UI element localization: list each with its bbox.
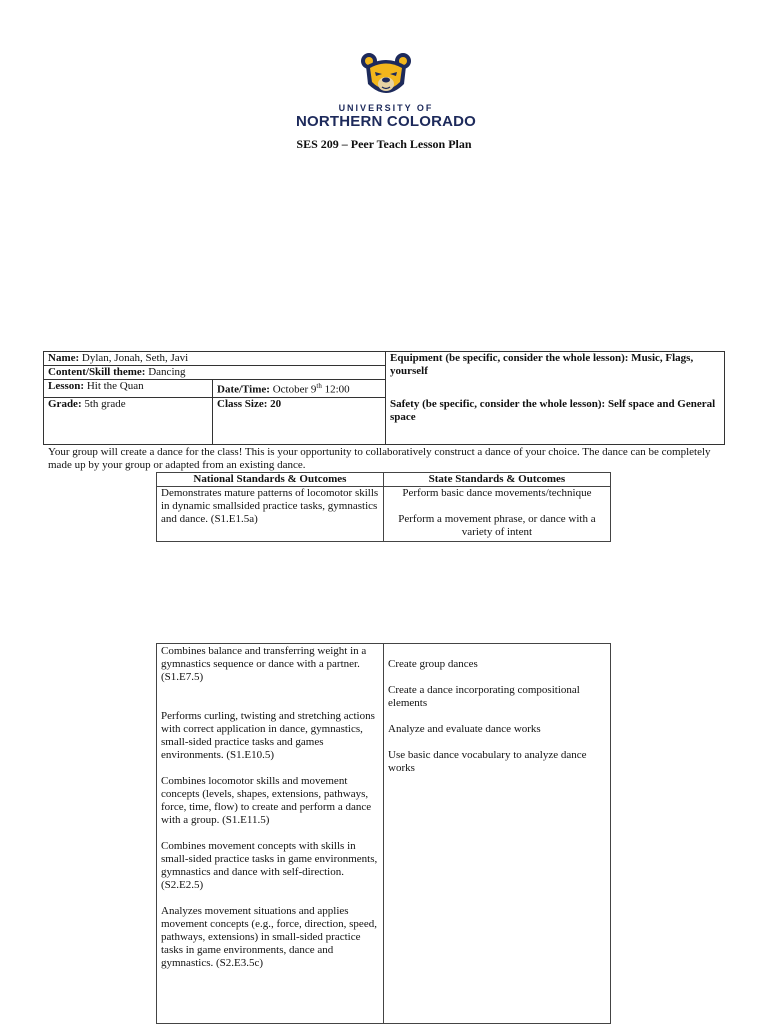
grade-cell [44,397,213,444]
document-title: SES 209 – Peer Teach Lesson Plan [296,137,472,151]
national-standard-text: Demonstrates mature patterns of locomotor skills in dynamic smallsided practice tasks, gymnastics and dance. (S1.E1.5a) [157,487,384,542]
state-standard-item: Perform basic dance movements/technique [402,487,592,499]
state-standards-cell [383,487,610,542]
intro-paragraph: Your group will create a dance for the class! This is your opportunity to collaboratively construct a dance of your choice. The dance can be completely made up by your group or adapted from an existing dance. [48,446,711,471]
state-standard-item: Analyze and evaluate dance works [388,723,541,735]
state-standard-item: Perform a movement phrase, or dance with a variety of intent [398,513,596,538]
class-size-cell [213,397,386,444]
standards-continued-table [156,643,611,1024]
name-label: Name: [48,352,80,364]
date-cell [213,380,386,398]
lesson-label: Lesson: [48,380,85,392]
lesson-cell [44,380,213,398]
content-cell [44,366,386,380]
date-suffix: th [316,382,322,390]
university-logo [288,52,484,132]
equipment-text: Equipment (be specific, consider the whole lesson): Music, Flags, yourself [390,352,694,377]
class-size: Class Size: 20 [217,397,282,410]
name-cell [44,352,386,366]
grade-label: Grade: [48,397,82,410]
state-standard-item: Create group dances [388,658,478,670]
safety-text: Safety (be specific, consider the whole lesson): Self space and General space [390,398,716,423]
time-value: 12:00 [321,383,350,396]
state-standards-header: State Standards & Outcomes [383,473,610,487]
standards-table [156,472,611,542]
content-label: Content/Skill theme: [48,366,146,378]
lesson-value: Hit the Quan [84,380,144,392]
grade-value: 5th grade [81,397,126,410]
logo-text-northern-colorado: NORTHERN COLORADO [295,113,477,130]
national-standard-item: Combines locomotor skills and movement concepts (levels, shapes, extensions, pathways, force, time, flow) to create and perform a dance with a group. (S1.E11.5) [161,775,372,826]
bear-head-icon [360,52,412,100]
national-standard-item: Combines balance and transferring weight in a gymnastics sequence or dance with a partner. (S1.E7.5) [161,645,367,683]
national-standards-cell [157,644,384,1024]
date-value: October 9 [269,383,317,396]
national-standard-item: Combines movement concepts with skills in small-sided practice tasks in game environments, gymnastics and dance with self-direction. (S2.E2.5) [161,840,378,891]
state-standard-item: Create a dance incorporating compositional elements [388,684,580,709]
national-standard-item: Performs curling, twisting and stretching actions with correct application in dance, gymnastics, small-sided practice tasks and games environments. (S1.E10.5) [161,710,375,761]
national-standards-header: National Standards & Outcomes [157,473,384,487]
name-value: Dylan, Jonah, Seth, Javi [79,352,189,364]
date-label: Date/Time: [217,383,270,396]
lesson-info-table [43,351,725,445]
state-standard-item: Use basic dance vocabulary to analyze dance works [388,749,587,774]
national-standard-item: Analyzes movement situations and applies movement concepts (e.g., force, direction, speed, pathways, extensions) in small-sided practice tasks in game environments, dance and gymnastics. (S2.E3.5c) [161,905,377,969]
logo-text-university-of: UNIVERSITY OF [338,103,434,113]
content-value: Dancing [145,366,186,378]
state-standards-cell-2 [384,644,611,1024]
equipment-safety-cell [386,352,725,445]
